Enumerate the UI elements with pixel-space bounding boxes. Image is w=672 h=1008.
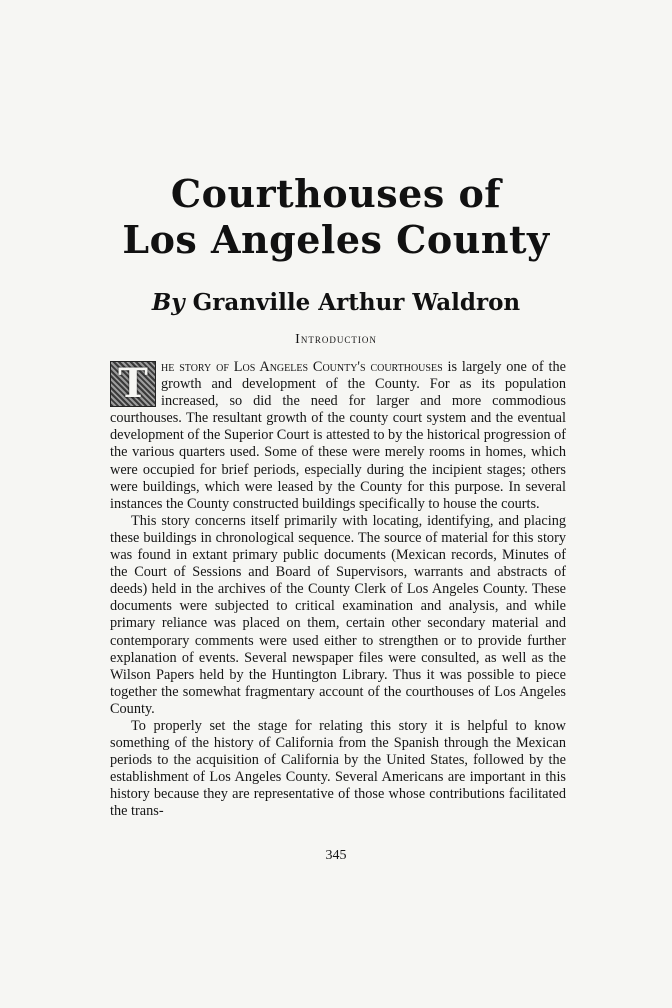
drop-cap-letter: T [118, 360, 148, 408]
paragraph-3: To properly set the stage for relating this story it is helpful to know something of the history of California from the Spanish through the Mexican periods to the acquisition of California by the United States, followed by the establishment of Los Angeles County. Several Americans are important in this history because they are representative of those whose contributions facilitated the trans- [110, 717, 566, 820]
article-title-line-1: Courthouses of [170, 171, 502, 216]
section-heading-rest: ntroduction [300, 331, 377, 346]
article-title-line-2: Los Angeles County [122, 217, 550, 262]
byline-prefix: By [151, 289, 185, 316]
article-body [110, 359, 566, 821]
section-heading [0, 331, 672, 348]
author-name: Granville Arthur Waldron [192, 289, 521, 316]
author-byline [0, 289, 672, 316]
ornamental-drop-cap [110, 361, 156, 407]
section-heading-initial: I [295, 332, 301, 347]
page-number: 345 [325, 848, 347, 863]
paragraph-2: This story concerns itself primarily with locating, identifying, and placing these buildings in chronological sequence. The source of material for this story was found in extant primary public documents (Mexican records, Minutes of the Court of Sessions and Board of Supervisors, warrants and abstracts of deeds) held in the archives of the County Clerk of Los Angeles County. These documents were subjected to critical examination and analysis, and while primary reliance was placed on them, certain other secondary material and contemporary comments were used either to strengthen or to provide further explanation of events. Several newspaper files were consulted, as well as the Wilson Papers held by the Huntington Library. Thus it was possible to piece together the somewhat fragmentary account of the courthouses of Los Angeles County. [110, 512, 566, 717]
paragraph-1-lead: he story of Los Angeles County's courthouses [161, 359, 443, 375]
paragraph-1 [110, 359, 566, 513]
paragraph-1-text: is largely one of the growth and development of the County. For as its population increased, so did the need for larger and more commodious courthouses. The resultant growth of the county court system and the eventual development of the Superior Court is attested to by the historical progression of the various quarters used. Some of these were merely rooms in homes, which were occupied for brief periods, especially during the incipient stages; others were buildings, which were leased by the County for this purpose. In several instances the County constructed buildings specifically to house the courts. [110, 359, 566, 512]
